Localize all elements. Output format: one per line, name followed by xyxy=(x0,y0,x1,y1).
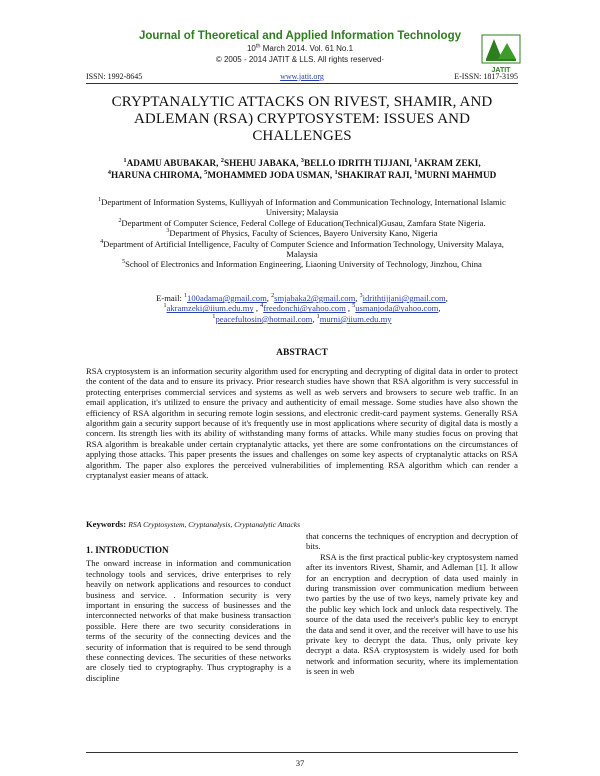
eissn: E-ISSN: 1817-3195 xyxy=(454,72,518,81)
journal-title: Journal of Theoretical and Applied Information Technology xyxy=(138,30,462,42)
author-name: SHEHU JABAKA, xyxy=(223,158,301,168)
keywords-label: Keywords: xyxy=(86,519,127,529)
body-paragraph: that concerns the techniques of encryption and decryption of bits. xyxy=(306,531,518,552)
issue-day: 10 xyxy=(246,44,256,53)
section-heading: 1. INTRODUCTION xyxy=(86,545,169,555)
affiliation: $^3$Department of Physics, Faculty of Sciences, Bayero University Kano, Nigeria xyxy=(166,228,438,239)
header-rule xyxy=(86,83,518,84)
email-link[interactable]: idrithtijjani@gmail.com xyxy=(362,293,446,303)
email-link[interactable]: akramzeki@iium.edu.my xyxy=(166,303,254,314)
left-column xyxy=(86,545,291,683)
abstract-text: RSA cryptosystem is an information security algorithm used for encrypting and decrypting of digital data in order to protect the content of the data and to ensure its privacy. Prior research studies have shown that RSA algorithm is very successful in protecting enterprises commercial services and systems as well as web servers and browsers to secure web traffic. In an email application, it's utilized to ensure the privacy and authenticity of email message. Some studies have also shown the efficiency of RSA algorithm in securing remote login sessions, and electronic credit-card payment systems. Generally RSA algorithm gain a security support because of it's frequently use in most applications where security of digital data is mostly a concern. Its strength lies with its ability of withstanding many forms of attacks. While many studies focus on proving that RSA algorithm is breakable under certain cryptanalytic attacks, yet there are some confrontations on the circumstances of applying those attacks. This paper presents the issues and challenges on some key aspects of cryptanalytic attacks on RSA algorithm. The paper also explores the perceived vulnerabilities of implementing RSA algorithm which can render a cryptanalyst easier means of attack. xyxy=(86,366,518,481)
issue-rest: March 2014. Vol. 61 No.1 xyxy=(260,44,354,53)
footer-rule xyxy=(86,752,518,753)
author-name: BELLO IDRITH TIJJANI, xyxy=(304,158,415,168)
right-column xyxy=(306,531,518,677)
email-label: E-mail: xyxy=(156,293,185,303)
email-link[interactable]: murni@iium.edu.my xyxy=(319,313,392,324)
keywords xyxy=(86,519,518,529)
author-list xyxy=(86,157,518,181)
logo-text: JATIT xyxy=(491,67,511,74)
email-link[interactable]: freedonchi@yahoo.com xyxy=(263,303,346,314)
issn: ISSN: 1992-8645 xyxy=(86,72,143,81)
author-name: MURNI MAHMUD xyxy=(417,170,497,180)
affiliation: $^5$School of Electronics and Information Engineering, Liaoning University of Technology, Jinzhou, China xyxy=(122,259,482,270)
keywords-text: RSA Cryptosystem, Cryptanalysis, Cryptanalytic Attacks xyxy=(128,520,301,529)
author-name: MOHAMMED JODA USMAN, xyxy=(207,170,335,180)
jatit-logo xyxy=(480,33,522,75)
email-list: E-mail: $^1$100adama@gmail.com, $^2$smjabaka2@gmail.com, $^3$idrithtijjani@gmail.com, $^1$akramzeki@iium.edu.my , $^4$freedonchi@yahoo.com , $^5$usmanjoda@yahoo.com, $^1$peacefultosin@hotmail.com, $^1$murni@iium.edu.my xyxy=(156,293,448,324)
email-link[interactable]: 100adama@gmail.com xyxy=(187,293,267,303)
email-link[interactable]: peacefultosin@hotmail.com xyxy=(215,313,313,324)
email-link[interactable]: smjabaka2@gmail.com xyxy=(274,293,356,303)
author-name: SHAKIRAT RAJI, xyxy=(337,170,415,180)
copyright-line: © 2005 - 2014 JATIT & LLS. All rights reserved· xyxy=(215,55,385,64)
author-line-1: $^1$ADAMU ABUBAKAR, $^2$SHEHU JABAKA, $^3$BELLO IDRITH TIJJANI, $^1$AKRAM ZEKI, xyxy=(123,156,481,168)
affiliations xyxy=(86,197,518,270)
body-paragraph: The onward increase in information and communication technology tools and services, drive enterprises to rely heavily on network applications and resources to conduct business and service. . Information security is very important in ensuring the success of businesses and the interconnected networks of that make business transaction possible. Here there are two security considerations in terms of the security of the connecting devices and the security of information that is required to be send through these connecting devices. The securities of these networks are closely tied to cryptography. Thus cryptography is a discipline xyxy=(86,558,291,683)
author-name: HARUNA CHIROMA, xyxy=(110,170,205,180)
affiliation: $^1$Department of Information Systems, Kulliyyah of Information and Communication Technology, International Islamic University; Malaysia xyxy=(98,197,506,218)
issue-day-suffix: th xyxy=(255,43,261,50)
affiliation: $^2$Department of Computer Science, Federal College of Education(Technical)Gusau, Zamfara State Nigeria. xyxy=(118,217,486,228)
body-paragraph: RSA is the first practical public-key cryptosystem named after its inventors Rivest, Shamir, and Adleman [1]. It allow for an encryption and decryption of data used mainly in during transmission over communication medium between two parties by the use of two keys, namely private key and the public key which lock and unlock data respectively. The source of the data used the receiver's public key to encrypt the data and send it over, and the receiver will have to use his private key to decrypt the data. Thus, only private key decrypt a data. RSA cryptosystem is widely used for both network and information security, where its implementation is seen in web xyxy=(306,551,518,677)
page-number: 37 xyxy=(295,758,305,768)
email-link[interactable]: usmanjoda@yahoo.com xyxy=(355,303,439,314)
paper-title: CRYPTANALYTIC ATTACKS ON RIVEST, SHAMIR, AND ADLEMAN (RSA) CRYPTOSYSTEM: ISSUES AND CHALLENGES xyxy=(111,94,493,144)
website-link[interactable]: www.jatit.org xyxy=(280,72,324,81)
affiliation: $^4$Department of Artificial Intelligence, Faculty of Computer Science and Information Technology, University Malaya, Malaysia xyxy=(100,238,504,260)
abstract-heading: ABSTRACT xyxy=(276,348,328,358)
author-line-2: $^4$HARUNA CHIROMA, $^5$MOHAMMED JODA USMAN, $^1$SHAKIRAT RAJI, $^1$MURNI MAHMUD xyxy=(107,168,497,180)
author-name: ADAMU ABUBAKAR, xyxy=(126,158,221,168)
author-name: AKRAM ZEKI, xyxy=(417,158,481,168)
